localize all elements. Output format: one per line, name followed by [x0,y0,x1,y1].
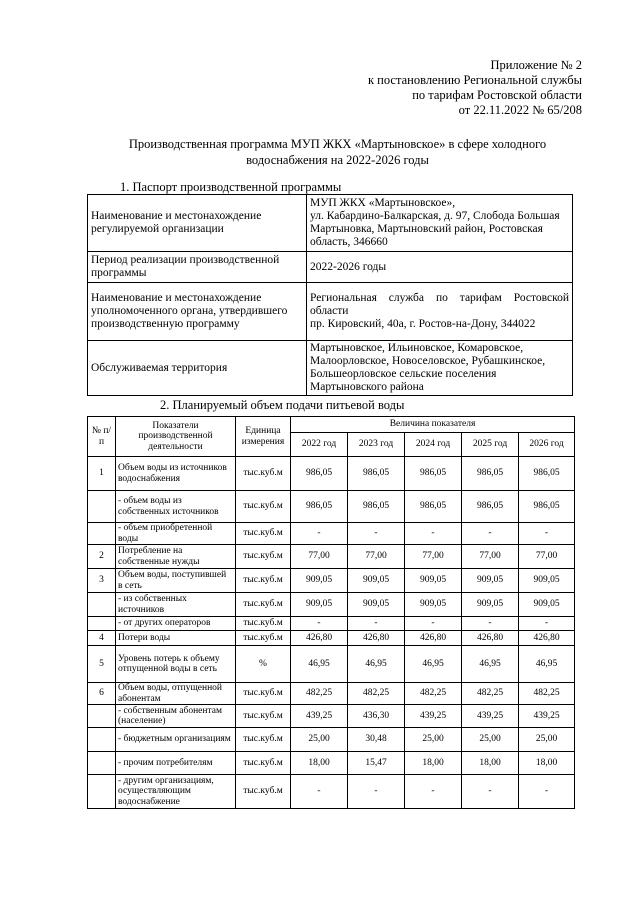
row-value: 986,05 [462,491,519,523]
row-value: 77,00 [519,545,575,569]
row-value: 15,47 [348,752,405,775]
row-value: 909,05 [291,593,348,617]
row-unit: тыс.куб.м [236,523,291,545]
row-value: 30,48 [348,728,405,752]
row-unit: тыс.куб.м [236,728,291,752]
row-value: - [291,775,348,809]
row-label: - бюджетным организациям [116,728,236,752]
value-line: область, 346660 [310,236,388,248]
row-num [88,705,116,728]
row-unit: тыс.куб.м [236,457,291,491]
table-row [88,646,575,683]
row-unit: тыс.куб.м [236,705,291,728]
row-value: 18,00 [519,752,575,775]
row-value: - [348,523,405,545]
row-num: 6 [88,683,116,705]
row-value: 482,25 [405,683,462,705]
table-row [88,705,575,728]
header-line: по тарифам Ростовской области [412,88,582,102]
row-num [88,617,116,631]
row-value: 909,05 [462,593,519,617]
col-header-year: 2026 год [519,433,575,457]
row-label: Объем воды из источников водоснабжения [116,457,236,491]
row-value: 909,05 [348,593,405,617]
row-value: 909,05 [462,569,519,593]
document-header [368,58,582,118]
row-value: 46,95 [291,646,348,683]
row-label: - собственным абонентам (население) [116,705,236,728]
row-value: - [291,617,348,631]
row-value: 77,00 [291,545,348,569]
row-value: 909,05 [405,569,462,593]
row-num [88,775,116,809]
value-line: Большеорловское сельские поселения [310,368,497,380]
water-volume-table [87,416,575,809]
passport-key: Наименование и местонахождение уполномоченного органа, утвердившего производственную программу [88,283,307,341]
title-line: Производственная программа МУП ЖКХ «Мартыновское» в сфере холодного [128,137,547,151]
row-value: 909,05 [291,569,348,593]
row-unit: тыс.куб.м [236,491,291,523]
row-value: 909,05 [519,593,575,617]
col-header-year: 2024 год [405,433,462,457]
row-unit: % [236,646,291,683]
row-value: 482,25 [462,683,519,705]
row-value: 986,05 [405,457,462,491]
row-value: 986,05 [462,457,519,491]
row-value: 986,05 [291,491,348,523]
row-value: - [519,523,575,545]
value-line: Малоорловское, Новоселовское, Рубашкинское, [310,355,546,367]
table-row [88,457,575,491]
value-line: Мартыновка, Мартыновский район, Ростовская [310,223,543,235]
row-value: 77,00 [462,545,519,569]
row-value: 25,00 [519,728,575,752]
row-unit: тыс.куб.м [236,545,291,569]
passport-value [307,341,573,396]
table-row [88,491,575,523]
value-line: пр. Кировский, 40а, г. Ростов-на-Дону, 344022 [310,318,536,330]
row-label: - прочим потребителям [116,752,236,775]
passport-value [307,195,573,252]
row-value: - [519,775,575,809]
passport-key: Период реализации производственной программы [88,252,307,283]
row-value: 25,00 [291,728,348,752]
table-row [88,752,575,775]
row-value: - [462,523,519,545]
row-value: 436,30 [348,705,405,728]
row-value: - [291,523,348,545]
header-line: от 22.11.2022 № 65/208 [458,103,582,117]
row-value: 46,95 [462,646,519,683]
passport-value [307,283,573,341]
row-value: 986,05 [519,491,575,523]
row-value: 909,05 [519,569,575,593]
row-value: 986,05 [519,457,575,491]
col-header-year: 2025 год [462,433,519,457]
row-value: - [462,775,519,809]
table-row [88,252,573,283]
passport-key: Наименование и местонахождение регулируемой организации [88,195,307,252]
row-label: - из собственных источников [116,593,236,617]
row-value: 986,05 [348,491,405,523]
table-row [88,569,575,593]
section-2-title: 2. Планируемый объем подачи питьевой воды [160,398,405,412]
row-value: 482,25 [291,683,348,705]
document-title [70,137,605,168]
row-value: - [348,617,405,631]
row-value: - [405,617,462,631]
table-row [88,195,573,252]
row-num: 1 [88,457,116,491]
row-value: 426,80 [462,631,519,646]
row-num [88,523,116,545]
col-header-year: 2022 год [291,433,348,457]
row-label: - другим организациям, осуществляющим водоснабжение [116,775,236,809]
row-value: 426,80 [291,631,348,646]
row-value: - [348,775,405,809]
row-value: 986,05 [291,457,348,491]
row-num: 4 [88,631,116,646]
row-unit: тыс.куб.м [236,775,291,809]
row-value: 426,80 [348,631,405,646]
row-value: 77,00 [348,545,405,569]
row-unit: тыс.куб.м [236,569,291,593]
row-num [88,752,116,775]
row-value: 986,05 [405,491,462,523]
table-row [88,728,575,752]
table-row [88,545,575,569]
row-label: - от других операторов [116,617,236,631]
row-num: 5 [88,646,116,683]
row-label: Потребление на собственные нужды [116,545,236,569]
row-label: - объем воды из собственных источников [116,491,236,523]
row-value: 439,25 [405,705,462,728]
table-row [88,683,575,705]
table-row [88,283,573,341]
row-value: 25,00 [405,728,462,752]
header-line: Приложение № 2 [490,58,582,72]
passport-value [307,252,573,283]
row-label: Объем воды, отпущенной абонентам [116,683,236,705]
row-value: 482,25 [348,683,405,705]
col-header-indicator: Показатели производственной деятельности [116,417,236,457]
row-label: Объем воды, поступившей в сеть [116,569,236,593]
row-value: 426,80 [405,631,462,646]
row-value: 18,00 [462,752,519,775]
row-label: Потери воды [116,631,236,646]
row-value: - [405,523,462,545]
row-value: 46,95 [519,646,575,683]
table-body [88,457,575,809]
value-line: Мартыновское, Ильиновское, Комаровское, [310,342,524,354]
table-row [88,631,575,646]
header-line: к постановлению Региональной службы [367,73,582,87]
table-row [88,775,575,809]
row-value: 439,25 [519,705,575,728]
row-value: 18,00 [405,752,462,775]
value-line: Мартыновского района [310,381,424,393]
row-value: 439,25 [462,705,519,728]
table-row [88,523,575,545]
row-unit: тыс.куб.м [236,752,291,775]
row-num [88,593,116,617]
row-value: 25,00 [462,728,519,752]
value-line: 2022-2026 годы [310,260,387,273]
row-label: Уровень потерь к объему отпущенной воды в сеть [116,646,236,683]
value-line: Региональная служба по тарифам Ростовской области [310,292,569,317]
value-line: ул. Кабардино-Балкарская, д. 97, Слобода Большая [310,210,560,222]
row-num [88,728,116,752]
table-row [88,593,575,617]
row-value: 439,25 [291,705,348,728]
passport-table [87,194,573,396]
row-unit: тыс.куб.м [236,683,291,705]
row-value: - [462,617,519,631]
row-value: 482,25 [519,683,575,705]
row-num: 2 [88,545,116,569]
row-label: - объем приобретенной воды [116,523,236,545]
row-value: 77,00 [405,545,462,569]
header-row [88,417,575,433]
row-value: 46,95 [405,646,462,683]
title-line: водоснабжения на 2022-2026 годы [246,152,429,167]
section-1-title: 1. Паспорт производственной программы [120,180,342,194]
table-row [88,617,575,631]
row-value: - [405,775,462,809]
row-value: 986,05 [348,457,405,491]
col-header-value: Величина показателя [291,417,575,433]
row-value: 18,00 [291,752,348,775]
col-header-unit: Единица измерения [236,417,291,457]
table-row [88,341,573,396]
row-unit: тыс.куб.м [236,617,291,631]
row-num: 3 [88,569,116,593]
row-value: 909,05 [348,569,405,593]
col-header-num: № п/п [88,417,116,457]
col-header-year: 2023 год [348,433,405,457]
row-value: 909,05 [405,593,462,617]
passport-key: Обслуживаемая территория [88,341,307,396]
row-num [88,491,116,523]
row-unit: тыс.куб.м [236,631,291,646]
row-value: 46,95 [348,646,405,683]
row-value: - [519,617,575,631]
row-unit: тыс.куб.м [236,593,291,617]
row-value: 426,80 [519,631,575,646]
value-line: МУП ЖКХ «Мартыновское», [310,197,456,209]
